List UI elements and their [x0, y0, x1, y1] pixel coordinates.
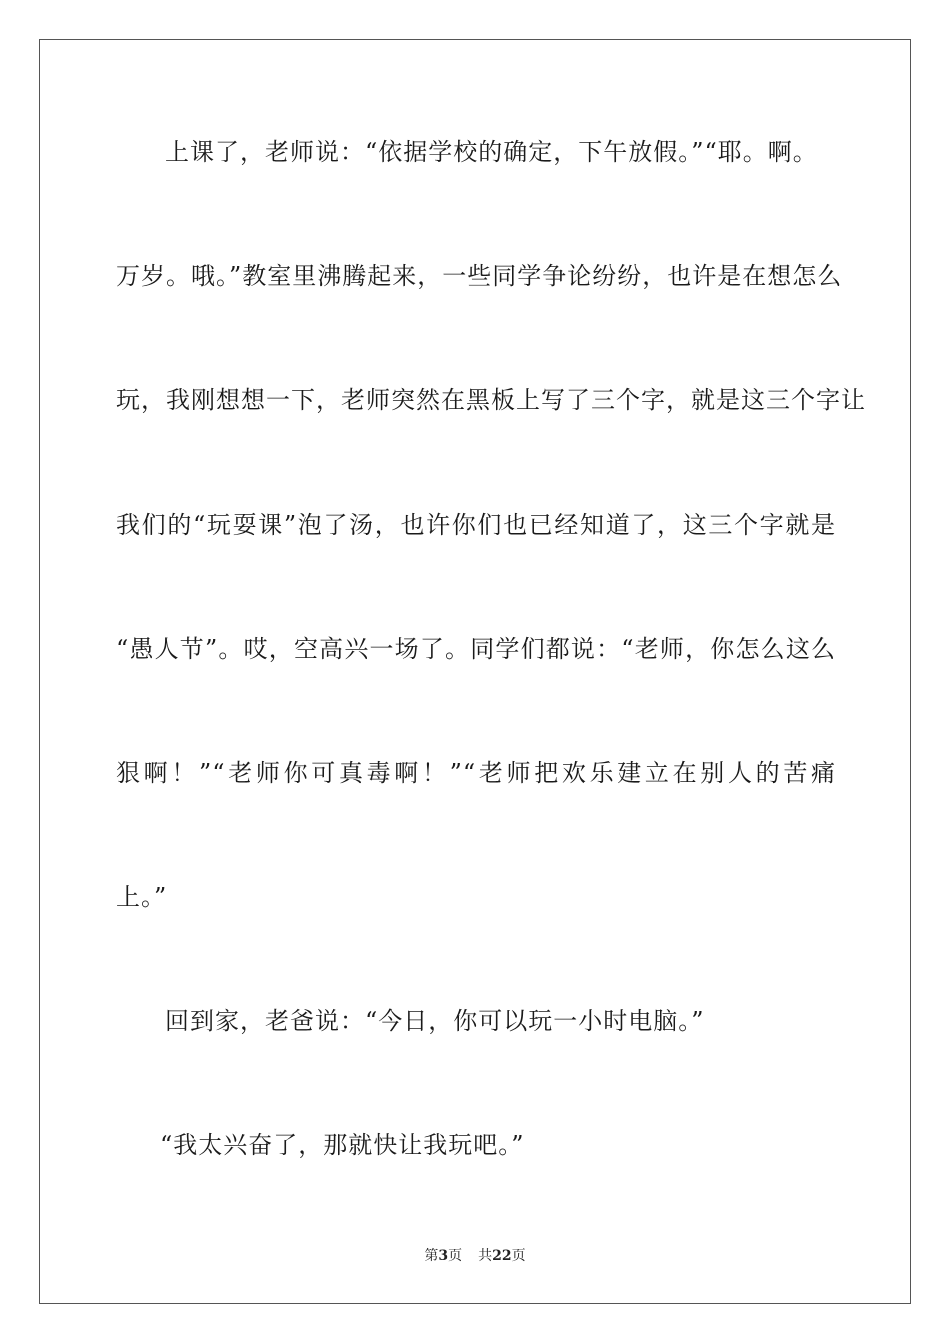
footer-prefix: 第 [424, 1248, 439, 1264]
footer-total-unit: 页 [511, 1248, 526, 1264]
paragraph-line-9: “我太兴奋了，那就快让我玩吧。” [160, 1131, 525, 1159]
page-footer [0, 1246, 950, 1266]
paragraph-line-6: 狠啊！”“老师你可真毒啊！”“老师把欢乐建立在别人的苦痛 [116, 759, 836, 787]
page-frame [39, 39, 911, 1304]
paragraph-line-4: 我们的“玩耍课”泡了汤，也许你们也已经知道了，这三个字就是 [116, 511, 836, 539]
current-page-number: 3 [438, 1248, 449, 1264]
footer-total-prefix: 共 [478, 1248, 493, 1264]
paragraph-line-7: 上。” [116, 883, 168, 911]
total-page-count: 22 [492, 1248, 512, 1264]
paragraph-line-3: 玩，我刚想想一下，老师突然在黑板上写了三个字，就是这三个字让 [116, 386, 866, 414]
paragraph-line-8: 回到家，老爸说：“今日，你可以玩一小时电脑。” [165, 1007, 705, 1035]
paragraph-line-5: “愚人节”。哎，空高兴一场了。同学们都说：“老师，你怎么这么 [116, 635, 836, 663]
paragraph-line-2: 万岁。哦。”教室里沸腾起来，一些同学争论纷纷，也许是在想怎么 [116, 262, 843, 290]
paragraph-line-1: 上课了，老师说：“依据学校的确定，下午放假。”“耶。啊。 [165, 138, 818, 166]
footer-page-unit: 页 [448, 1248, 463, 1264]
